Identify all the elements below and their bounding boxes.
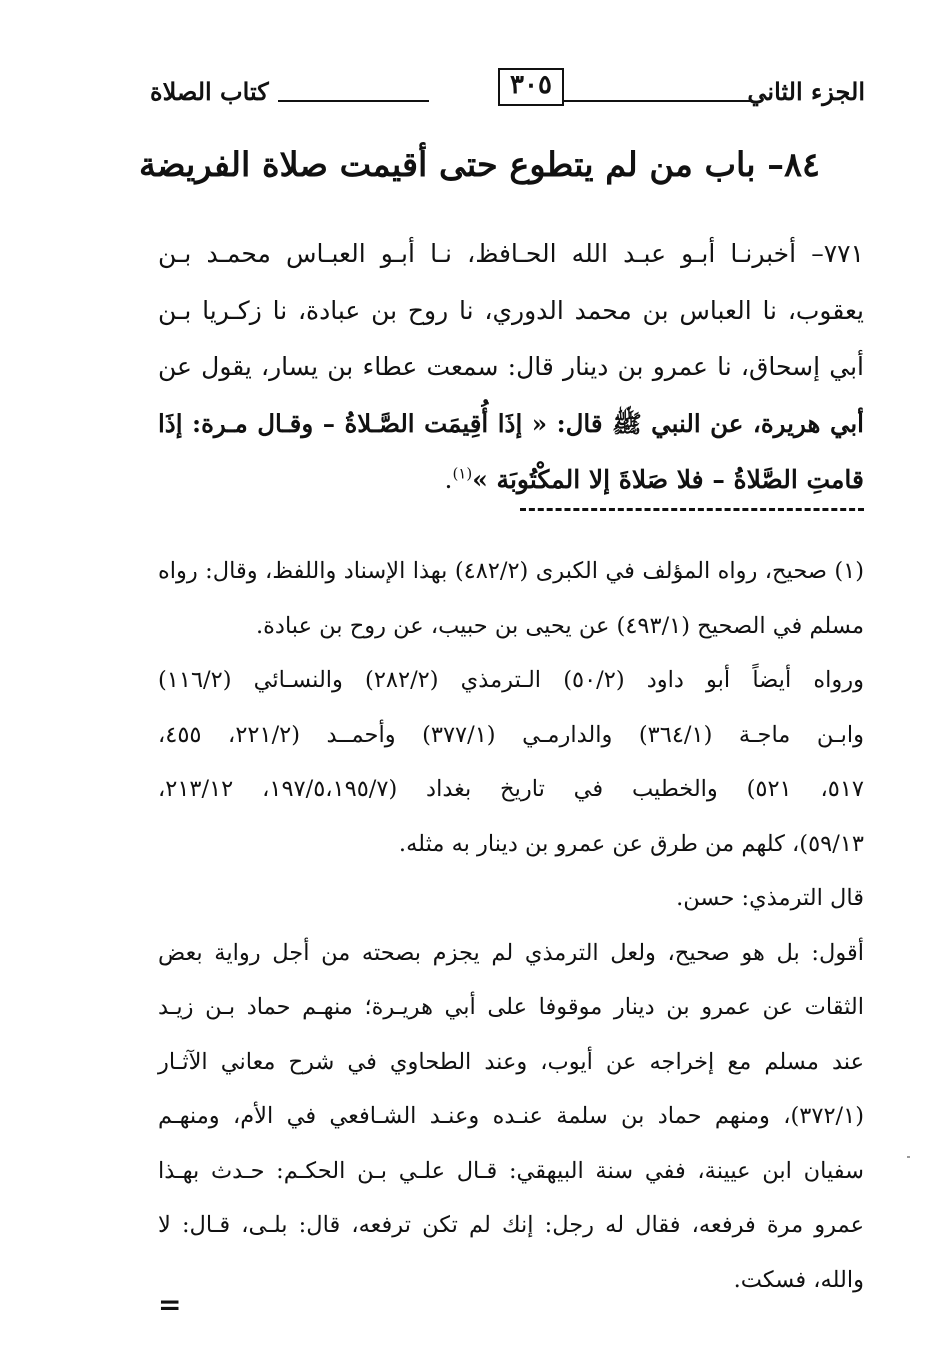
footnote-line: أقول: بل هو صحيح، ولعل الترمذي لم يجزم بصحته من أجل رواية بعض bbox=[158, 939, 864, 966]
hadith-line: يعقوب، نا العباس بن محمد الدوري، نا روح بن عبادة، نا زكـريا بـن bbox=[158, 295, 864, 325]
book-title-label: كتاب الصلاة bbox=[150, 77, 269, 106]
footnote-line: سفيان ابن عيينة، ففي سنة البيهقي: قـال علـي بـن الحكـم: حـدث بهـذا bbox=[158, 1157, 864, 1184]
footnote-line: عمرو مرة فرفعه، فقال له رجل: إنك لم تكن ترفعه، قال: بلـى، قـال: لا bbox=[158, 1212, 864, 1238]
footnote-separator bbox=[520, 508, 864, 519]
footnote-line: (١) صحيح، رواه المؤلف في الكبرى (٤٨٢/٢) بهذا الإسناد واللفظ، وقال: رواه bbox=[158, 558, 864, 584]
hadith-line-text: قامتِ الصَّلاةُ – فلا صَلاةَ إلا المكْتُوبَة » bbox=[472, 465, 864, 494]
footnote-line: ٥١٧، ٥٢١) والخطيب في تاريخ بغداد (١٩٧/٥،١٩٥/٧، ٢١٣/١٢، bbox=[158, 776, 864, 802]
footnote-line: قال الترمذي: حسن. bbox=[676, 885, 864, 911]
footnote-line: ورواه أيضاً أبو داود (٥٠/٢) الـترمذي (٢٨٢/٢) والنسـائي (١١٦/٢) bbox=[158, 667, 864, 693]
scan-speck bbox=[907, 1156, 910, 1158]
footnote-line: (٣٧٢/١)، ومنهم حماد بن سلمة عنـده وعنـد الشـافعي في الأم، ومنهـم bbox=[158, 1103, 864, 1129]
footnote-line: عند مسلم مع إخراجه عن أيوب، وعند الطحاوي في شرح معاني الآثـار bbox=[158, 1048, 864, 1075]
end-punctuation: . bbox=[444, 465, 453, 494]
running-header bbox=[150, 66, 865, 118]
volume-part-label: الجزء الثاني bbox=[747, 77, 865, 106]
page-number: ٣٠٥ bbox=[498, 68, 564, 106]
header-rule-right bbox=[564, 100, 753, 102]
chapter-title: ٨٤– باب من لم يتطوع حتى أقيمت صلاة الفريضة bbox=[139, 145, 820, 184]
hadith-line-final bbox=[158, 452, 864, 509]
hadith-line: ٧٧١– أخبرنـا أبـو عبـد الله الحـافظ، نـا أبـو العبـاس محمـد بـن bbox=[158, 239, 864, 268]
hadith-text bbox=[158, 226, 864, 509]
footnote-marker[interactable]: (١) bbox=[452, 464, 473, 483]
footnote-line: وابـن ماجـة (٣٦٤/١) والدارمـي (٣٧٧/١) وأحمــد (٢٢١/٢، ٤٥٥، bbox=[158, 721, 864, 748]
footnote-line: والله، فسكت. bbox=[733, 1266, 864, 1293]
continuation-mark: = bbox=[158, 1288, 182, 1321]
footnote-line: الثقات عن عمرو بن دينار موقوفا على أبي هريـرة؛ منهـم حماد بـن زيـد bbox=[158, 994, 864, 1020]
hadith-line: أبي إسحاق، نا عمرو بن دينار قال: سمعت عطاء بن يسار، يقول عن bbox=[158, 352, 864, 381]
footnote-line: مسلم في الصحيح (٤٩٣/١) عن يحيى بن حبيب، عن روح بن عبادة. bbox=[255, 612, 864, 639]
header-rule-left bbox=[278, 100, 429, 102]
footnotes bbox=[158, 544, 864, 1307]
footnote-line: ٥٩/١٣)، كلهم من طرق عن عمرو بن دينار به مثله. bbox=[398, 830, 864, 857]
hadith-line bbox=[158, 396, 864, 453]
hadith-line-text: أبي هريرة، عن النبي ﷺ قال: « إذَا أُقِيمَت الصَّـلاةُ – وقـال مـرة: إذَا bbox=[158, 408, 864, 438]
